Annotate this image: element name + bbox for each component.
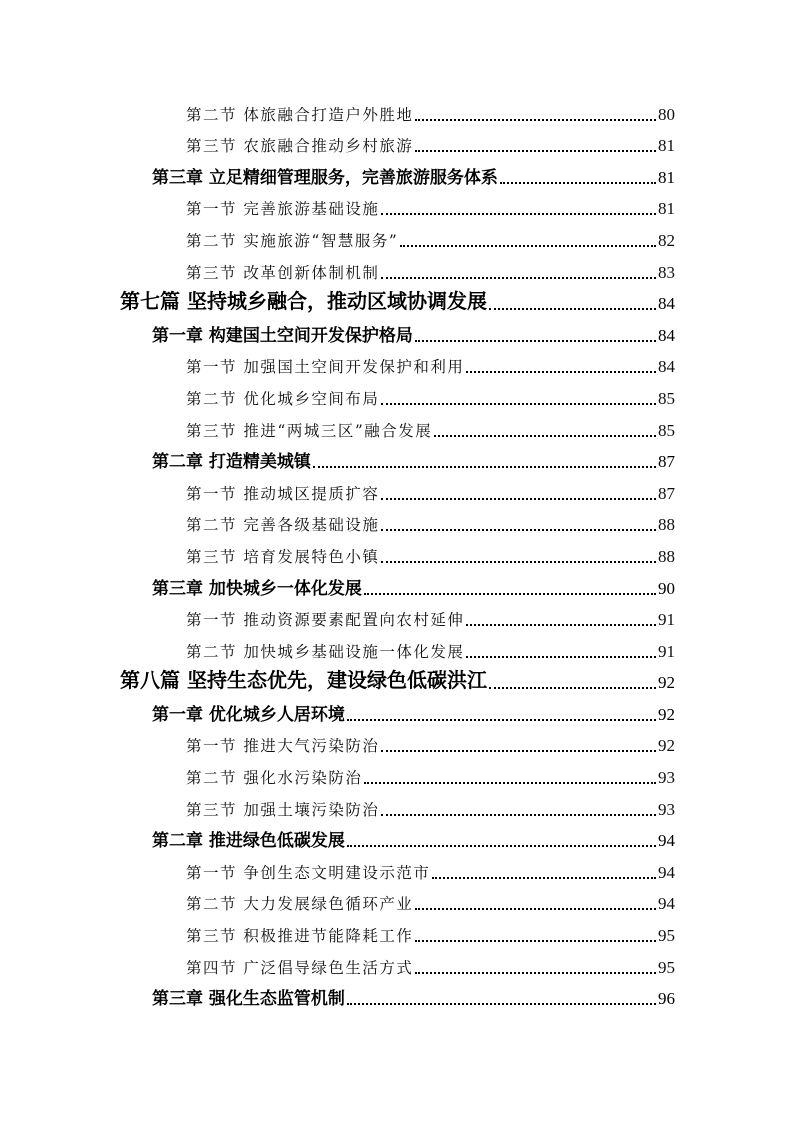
toc-entry-part[interactable] <box>0 289 793 321</box>
dot-leader <box>347 1003 656 1005</box>
dot-leader <box>466 656 656 658</box>
dot-leader <box>466 624 656 626</box>
toc-entry-chapter[interactable] <box>0 447 793 479</box>
toc-entry-section[interactable] <box>0 99 793 131</box>
dot-leader <box>364 593 656 595</box>
toc-entry-title: 第二节 体旅融合打造户外胜地 <box>186 105 414 124</box>
toc-entry-section[interactable] <box>0 731 793 763</box>
dot-leader <box>313 466 656 468</box>
dot-leader <box>381 561 656 563</box>
toc-entry-part[interactable] <box>0 668 793 700</box>
toc-entry-title: 第二节 大力发展绿色循环产业 <box>186 895 414 914</box>
dot-leader <box>434 435 656 437</box>
toc-entry-title: 第一节 完善旅游基础设施 <box>186 200 380 219</box>
dot-leader <box>415 908 656 910</box>
toc-entry-chapter[interactable] <box>0 699 793 731</box>
dot-leader <box>500 182 656 184</box>
toc-entry-section[interactable] <box>0 352 793 384</box>
toc-entry-chapter[interactable] <box>0 320 793 352</box>
toc-page-number: 93 <box>658 768 675 788</box>
toc-entry-title: 第二节 完善各级基础设施 <box>186 516 380 535</box>
toc-entry-section[interactable] <box>0 541 793 573</box>
toc-entry-title: 第一节 推动资源要素配置向农村延伸 <box>186 611 465 630</box>
toc-entry-section[interactable] <box>0 920 793 952</box>
dot-leader <box>415 940 656 942</box>
toc-entry-section[interactable] <box>0 636 793 668</box>
dot-leader <box>466 371 656 373</box>
toc-entry-title: 第三节 推进“两城三区”融合发展 <box>186 421 433 440</box>
toc-entry-chapter[interactable] <box>0 826 793 858</box>
toc-entry-section[interactable] <box>0 478 793 510</box>
dot-leader <box>415 340 656 342</box>
toc-page-number: 94 <box>658 831 675 851</box>
toc-entry-section[interactable] <box>0 131 793 163</box>
dot-leader <box>381 498 656 500</box>
toc-page-number: 87 <box>658 452 675 472</box>
toc-page-number: 85 <box>658 388 675 408</box>
toc-entry-title: 第七篇 坚持城乡融合，推动区域协调发展 <box>120 289 487 314</box>
dot-leader <box>347 845 656 847</box>
toc-page-number: 91 <box>658 610 675 630</box>
toc-entry-title: 第四节 广泛倡导绿色生活方式 <box>186 958 414 977</box>
toc-page-number: 93 <box>658 799 675 819</box>
table-of-contents <box>0 99 793 1015</box>
dot-leader <box>400 245 656 247</box>
toc-entry-title: 第二章 打造精美城镇 <box>152 452 311 473</box>
toc-entry-section[interactable] <box>0 383 793 415</box>
toc-page-number: 94 <box>658 894 675 914</box>
toc-page-number: 81 <box>658 199 675 219</box>
toc-entry-title: 第一节 推进大气污染防治 <box>186 737 380 756</box>
toc-page-number: 84 <box>658 357 675 377</box>
toc-entry-section[interactable] <box>0 194 793 226</box>
toc-entry-section[interactable] <box>0 857 793 889</box>
toc-entry-title: 第一章 优化城乡人居环境 <box>152 704 345 725</box>
toc-entry-title: 第一节 推动城区提质扩容 <box>186 484 380 503</box>
toc-entry-title: 第三章 立足精细管理服务，完善旅游服务体系 <box>152 167 498 188</box>
toc-page-number: 84 <box>658 294 675 314</box>
toc-entry-section[interactable] <box>0 762 793 794</box>
toc-entry-title: 第二节 实施旅游“智慧服务” <box>186 231 399 250</box>
toc-page-number: 84 <box>658 325 675 345</box>
toc-page-number: 81 <box>658 136 675 156</box>
toc-page-number: 81 <box>658 167 675 187</box>
toc-page-number: 87 <box>658 483 675 503</box>
dot-leader <box>381 750 656 752</box>
dot-leader <box>415 119 656 121</box>
dot-leader <box>381 529 656 531</box>
toc-entry-title: 第三节 培育发展特色小镇 <box>186 547 380 566</box>
toc-entry-section[interactable] <box>0 605 793 637</box>
toc-page-number: 88 <box>658 546 675 566</box>
toc-entry-section[interactable] <box>0 889 793 921</box>
toc-entry-title: 第一节 加强国土空间开发保护和利用 <box>186 358 465 377</box>
toc-page-number: 83 <box>658 262 675 282</box>
toc-page-number: 92 <box>658 704 675 724</box>
toc-entry-title: 第二章 推进绿色低碳发展 <box>152 831 345 852</box>
toc-page-number: 95 <box>658 957 675 977</box>
toc-page-number: 95 <box>658 926 675 946</box>
toc-page-number: 94 <box>658 862 675 882</box>
toc-page-number: 92 <box>658 736 675 756</box>
toc-entry-title: 第三节 农旅融合推动乡村旅游 <box>186 137 414 156</box>
dot-leader <box>415 150 656 152</box>
toc-page-number: 92 <box>658 673 675 693</box>
toc-entry-chapter[interactable] <box>0 162 793 194</box>
toc-entry-title: 第三章 强化生态监管机制 <box>152 989 345 1010</box>
toc-entry-section[interactable] <box>0 510 793 542</box>
toc-entry-title: 第三节 改革创新体制机制 <box>186 263 380 282</box>
dot-leader <box>364 782 656 784</box>
toc-page-number: 91 <box>658 641 675 661</box>
toc-entry-title: 第三节 加强土壤污染防治 <box>186 800 380 819</box>
dot-leader <box>381 213 656 215</box>
toc-entry-chapter[interactable] <box>0 984 793 1016</box>
toc-entry-section[interactable] <box>0 257 793 289</box>
toc-page-number: 85 <box>658 420 675 440</box>
toc-entry-title: 第二节 优化城乡空间布局 <box>186 389 380 408</box>
toc-page-number: 80 <box>658 104 675 124</box>
toc-entry-title: 第一节 争创生态文明建设示范市 <box>186 863 431 882</box>
toc-entry-title: 第二节 强化水污染防治 <box>186 769 363 788</box>
dot-leader <box>432 877 656 879</box>
toc-entry-chapter[interactable] <box>0 573 793 605</box>
toc-page-number: 88 <box>658 515 675 535</box>
dot-leader <box>415 972 656 974</box>
dot-leader <box>381 814 656 816</box>
toc-entry-title: 第二节 加快城乡基础设施一体化发展 <box>186 642 465 661</box>
toc-page-number: 82 <box>658 230 675 250</box>
toc-entry-title: 第三章 加快城乡一体化发展 <box>152 578 362 599</box>
toc-entry-section[interactable] <box>0 225 793 257</box>
toc-entry-section[interactable] <box>0 952 793 984</box>
dot-leader <box>347 719 656 721</box>
toc-entry-section[interactable] <box>0 794 793 826</box>
toc-entry-section[interactable] <box>0 415 793 447</box>
toc-entry-title: 第三节 积极推进节能降耗工作 <box>186 927 414 946</box>
toc-page-number: 90 <box>658 578 675 598</box>
toc-page-number: 96 <box>658 989 675 1009</box>
dot-leader <box>489 687 656 689</box>
dot-leader <box>489 308 656 310</box>
dot-leader <box>381 403 656 405</box>
toc-entry-title: 第八篇 坚持生态优先，建设绿色低碳洪江 <box>120 668 487 693</box>
dot-leader <box>381 277 656 279</box>
toc-entry-title: 第一章 构建国土空间开发保护格局 <box>152 325 413 346</box>
